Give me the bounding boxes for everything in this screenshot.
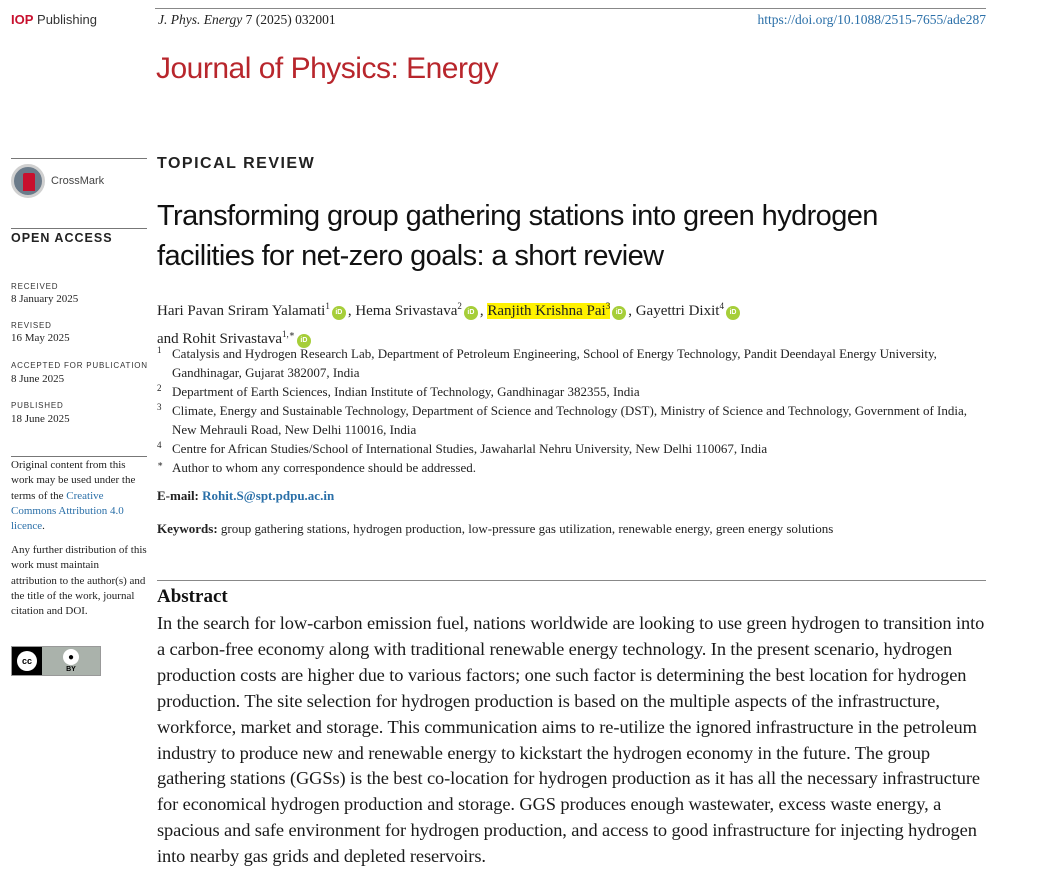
author-name[interactable]: Hema Srivastava <box>355 303 458 319</box>
author-affiliation-ref: 1,∗ <box>282 329 295 339</box>
orcid-icon[interactable]: iD <box>332 306 346 320</box>
author-affiliation-ref: 3 <box>605 301 611 311</box>
accepted-date: 8 June 2025 <box>11 373 65 385</box>
affiliation-text: Catalysis and Hydrogen Research Lab, Department of Petroleum Engineering, School of Energy Technology, Pandit Deendayal Energy University, Gandhinagar, Gujarat 382007, India <box>172 346 937 380</box>
cc-by-license-badge[interactable] <box>11 646 101 676</box>
abstract-rule <box>157 580 986 581</box>
author-separator: , <box>628 303 636 319</box>
orcid-icon[interactable]: iD <box>464 306 478 320</box>
doi-link[interactable]: https://doi.org/10.1088/2515-7655/ade287 <box>757 12 986 27</box>
attribution-icon: ● <box>63 649 79 665</box>
revised-label: REVISED <box>11 321 52 330</box>
open-access-label: OPEN ACCESS <box>11 231 113 245</box>
crossmark-label: CrossMark <box>51 175 105 187</box>
author-name[interactable]: Rohit Srivastava <box>182 331 282 347</box>
orcid-icon[interactable]: iD <box>612 306 626 320</box>
article-title <box>157 196 947 276</box>
published-date: 18 June 2025 <box>11 413 70 425</box>
abstract-heading: Abstract <box>157 586 228 607</box>
email-link[interactable]: Rohit.S@spt.pdpu.ac.in <box>202 488 335 503</box>
publisher-logo <box>11 12 97 27</box>
affiliation-number: 4 <box>157 440 162 450</box>
affiliation <box>157 401 987 439</box>
correspondence-note <box>157 458 987 477</box>
affiliation-list <box>157 344 987 477</box>
author-separator: , <box>479 303 488 319</box>
author-separator: , <box>347 303 356 319</box>
journal-title: Journal of Physics: Energy <box>156 52 499 85</box>
affiliation <box>157 344 987 382</box>
article-title-line-2: facilities for net-zero goals: a short review <box>157 240 664 272</box>
distribution-text: Any further distribution of this work must maintain attribution to the author(s) and the title of the work, journal citation and DOI. <box>11 544 147 618</box>
keywords-line <box>157 521 987 537</box>
highlighted-author[interactable] <box>487 303 610 319</box>
license-statement <box>11 458 147 534</box>
affiliation-number: 1 <box>157 345 162 355</box>
author-name: Ranjith Krishna Pai <box>487 303 606 319</box>
citation <box>158 12 336 28</box>
license-end: . <box>42 520 45 533</box>
sidebar-rule-access <box>11 228 147 229</box>
affiliation-number: 3 <box>157 402 162 412</box>
license-text: Original content from this work may be used under the terms of the <box>11 459 136 502</box>
sidebar-rule-top <box>11 158 147 159</box>
revised-date: 16 May 2025 <box>11 332 70 344</box>
affiliation-text: Author to whom any correspondence should be addressed. <box>172 460 476 475</box>
received-label: RECEIVED <box>11 282 59 291</box>
sidebar-rule-license <box>11 456 147 457</box>
cc-icon: cc <box>17 651 37 671</box>
author-and: and <box>157 331 183 347</box>
keywords-label: Keywords: <box>157 521 218 536</box>
affiliation <box>157 439 987 458</box>
publisher-suffix: Publishing <box>33 12 98 27</box>
citation-volume: 7 (2025) 032001 <box>242 12 336 27</box>
keywords-text: group gathering stations, hydrogen production, low-pressure gas utilization, renewable energy, green energy solutions <box>220 521 834 536</box>
author-name[interactable]: Gayettri Dixit <box>635 303 720 319</box>
orcid-icon[interactable]: iD <box>726 306 740 320</box>
author-affiliation-ref: 2 <box>457 301 462 311</box>
author-affiliation-ref: 1 <box>325 301 330 311</box>
accepted-label: ACCEPTED FOR PUBLICATION <box>11 361 148 370</box>
orcid-icon[interactable]: iD <box>297 334 311 348</box>
article-type: TOPICAL REVIEW <box>157 155 316 172</box>
received-date: 8 January 2025 <box>11 293 79 305</box>
license-link[interactable]: Creative Commons Attribution 4.0 licence <box>11 489 124 533</box>
crossmark-icon <box>11 164 45 198</box>
publisher-prefix: IOP <box>11 12 34 27</box>
abstract-text: In the search for low-carbon emission fuel, nations worldwide are looking to use green hydrogen to transition into a carbon-free economy along with traditional renewable energy technology. In the present scenario, hydrogen production costs are higher due to various factors; one such factor is determining the best location for hydrogen production. The site selection for hydrogen production is based on the multiple aspects of the infrastructure, workforce, market and storage. This communication aims to re-utilize the ignored infrastructure in the petroleum industry to produce new and renewable energy to kickstart the hydrogen economy in the future. The group gathering stations (GGSs) is the best co-location for hydrogen production as it has all the necessary infrastructure for economical hydrogen production and storage. GGS produces enough wastewater, excess waste energy, a spacious and safe environment for hydrogen production, and access to good infrastructure for injecting hydrogen into nearby gas grids and depleted reservoirs. <box>157 613 985 867</box>
author-list <box>157 295 987 351</box>
email-line <box>157 488 334 504</box>
author-affiliation-ref: 4 <box>719 301 724 311</box>
crossmark-button[interactable] <box>11 164 104 198</box>
citation-journal: J. Phys. Energy <box>158 12 243 27</box>
affiliation-text: Department of Earth Sciences, Indian Institute of Technology, Gandhinagar 382355, India <box>172 384 640 399</box>
by-label: BY <box>66 666 76 673</box>
affiliation-text: Centre for African Studies/School of International Studies, Jawaharlal Nehru University, New Delhi 110067, India <box>172 441 768 456</box>
header-rule <box>155 8 986 9</box>
affiliation-number: ∗ <box>157 459 164 469</box>
affiliation-number: 2 <box>157 383 162 393</box>
affiliation-text: Climate, Energy and Sustainable Technology, Department of Science and Technology (DST), Ministry of Science and Technology, Government of India, New Mehrauli Road, New Delhi 110016, India <box>172 403 968 437</box>
author-name[interactable]: Hari Pavan Sriram Yalamati <box>157 303 326 319</box>
published-label: PUBLISHED <box>11 401 64 410</box>
email-label: E-mail: <box>157 488 199 503</box>
affiliation <box>157 382 987 401</box>
article-title-line-1: Transforming group gathering stations into green hydrogen <box>157 200 878 232</box>
